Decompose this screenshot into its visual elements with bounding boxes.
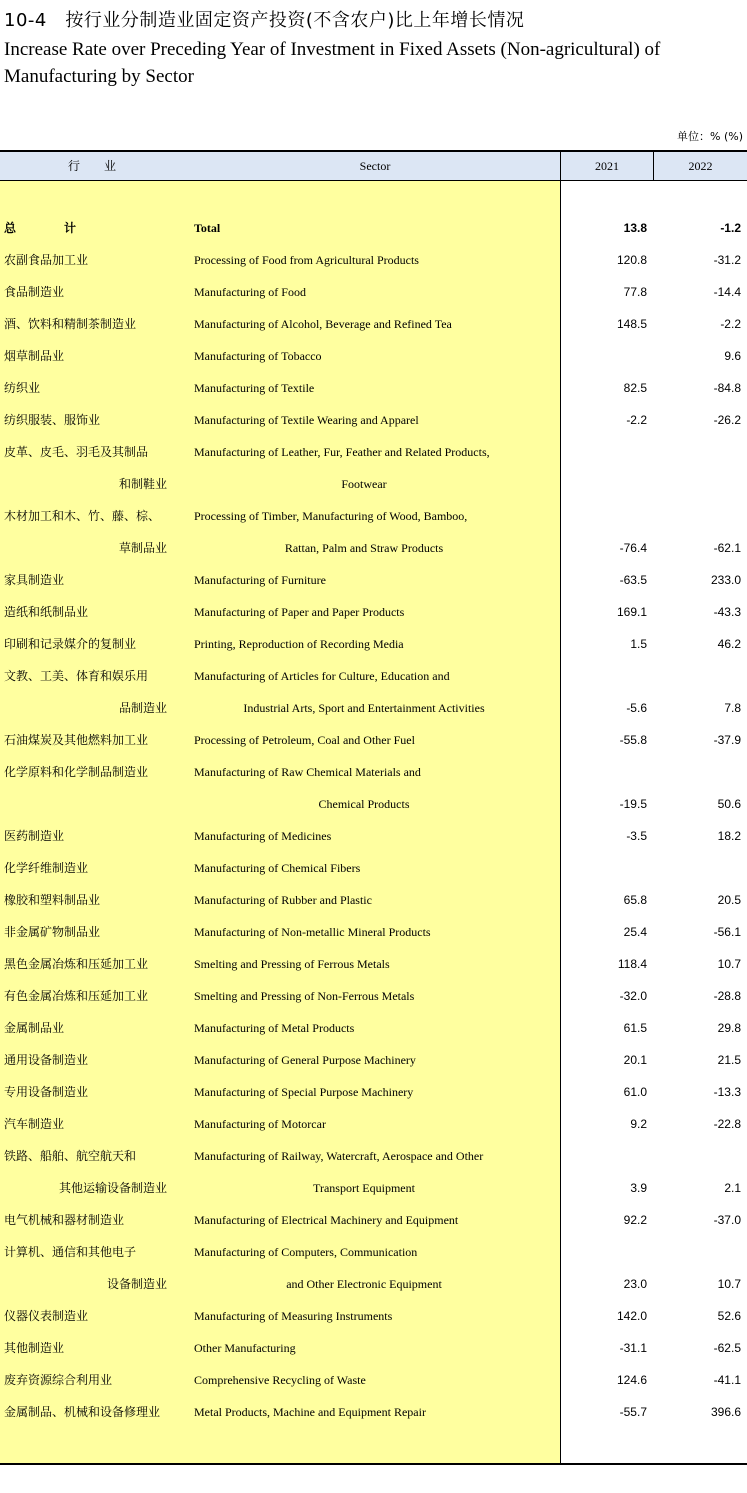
table-row: [0, 1300, 747, 1332]
table-body: [0, 212, 747, 1428]
sector-cn: 橡胶和塑料制品业: [4, 893, 101, 907]
table-row: [0, 1364, 747, 1396]
sector-cn: 金属制品、机械和设备修理业: [4, 1405, 161, 1419]
sector-cn: 计算机、通信和其他电子: [4, 1245, 137, 1259]
value-2021: 20.1: [623, 1053, 647, 1067]
sector-en: Manufacturing of Textile Wearing and Apparel: [194, 413, 419, 427]
sector-en-cont: Rattan, Palm and Straw Products: [284, 541, 444, 555]
table-row: [0, 1396, 747, 1428]
sector-en: Comprehensive Recycling of Waste: [194, 1373, 366, 1387]
value-2022: 9.6: [724, 349, 741, 363]
data-table: [0, 150, 747, 1465]
table-row: [0, 436, 747, 500]
header-sector-cn: 行 业: [67, 159, 122, 173]
value-2021: 92.2: [623, 1213, 647, 1227]
value-2022: 18.2: [717, 829, 741, 843]
value-2022: -41.1: [713, 1373, 741, 1387]
sector-en: Manufacturing of Raw Chemical Materials and: [194, 765, 421, 779]
value-2021: -55.7: [619, 1405, 647, 1419]
sector-en: Other Manufacturing: [194, 1341, 296, 1355]
value-2021: 118.4: [617, 957, 647, 971]
value-2022: -14.4: [713, 285, 741, 299]
table-row: [0, 244, 747, 276]
sector-cn: 农副食品加工业: [4, 253, 89, 267]
table-row: [0, 1140, 747, 1204]
sector-cn: 纺织服装、服饰业: [4, 413, 101, 427]
value-2021: 120.8: [616, 253, 647, 267]
sector-en-cont: Industrial Arts, Sport and Entertainment Activities: [243, 701, 485, 715]
value-2022: -13.3: [713, 1085, 741, 1099]
sector-en: Manufacturing of Motorcar: [194, 1117, 326, 1131]
value-2021: -3.5: [626, 829, 647, 843]
sector-en: Smelting and Pressing of Non-Ferrous Metals: [194, 989, 415, 1003]
table-row: [0, 660, 747, 724]
value-2022: -26.2: [713, 413, 741, 427]
value-2021: 23.0: [623, 1277, 647, 1291]
sector-cn: 化学原料和化学制品制造业: [4, 765, 149, 779]
value-2022: -31.2: [713, 253, 741, 267]
sector-en: Printing, Reproduction of Recording Media: [194, 637, 404, 651]
sector-cn: 印刷和记录媒介的复制业: [4, 637, 137, 651]
table-row: [0, 724, 747, 756]
sector-cn: 食品制造业: [4, 285, 65, 299]
sector-cn: 医药制造业: [4, 829, 65, 843]
value-2021: -19.5: [619, 797, 647, 811]
sector-cn: 皮革、皮毛、羽毛及其制品: [4, 445, 149, 459]
sector-cn: 总 计: [4, 221, 95, 235]
value-2021: 169.1: [616, 605, 647, 619]
value-2021: 9.2: [630, 1117, 647, 1131]
table-row: [0, 1012, 747, 1044]
value-2021: 65.8: [623, 893, 647, 907]
sector-cn-cont: 品制造业: [118, 701, 167, 715]
value-2022: 7.8: [724, 701, 741, 715]
sector-en: Processing of Timber, Manufacturing of Wood, Bamboo,: [194, 509, 468, 523]
sector-cn: 石油煤炭及其他燃料加工业: [4, 733, 149, 747]
value-2022: 50.6: [717, 797, 741, 811]
value-2022: -37.0: [713, 1213, 741, 1227]
value-2022: 21.5: [717, 1053, 741, 1067]
value-2022: -37.9: [713, 733, 741, 747]
value-2022: -2.2: [720, 317, 741, 331]
sector-cn: 木材加工和木、竹、藤、棕、: [4, 509, 161, 523]
sector-en: Manufacturing of Non-metallic Mineral Products: [194, 925, 431, 939]
sector-cn: 纺织业: [4, 381, 41, 395]
table-row: [0, 276, 747, 308]
sector-cn: 电气机械和器材制造业: [4, 1213, 125, 1227]
table-row: [0, 1204, 747, 1236]
sector-en: Processing of Food from Agricultural Products: [194, 253, 419, 267]
sector-en: Manufacturing of Medicines: [194, 829, 332, 843]
value-2021: 3.9: [630, 1181, 647, 1195]
sector-cn: 仪器仪表制造业: [4, 1309, 89, 1323]
sector-en: Metal Products, Machine and Equipment Repair: [194, 1405, 426, 1419]
table-row: [0, 564, 747, 596]
value-2022: -43.3: [713, 605, 741, 619]
value-2022: -56.1: [713, 925, 741, 939]
table-row-total: [0, 212, 747, 244]
value-2022: 20.5: [717, 893, 741, 907]
sector-en: Manufacturing of Tobacco: [194, 349, 322, 363]
sector-cn: 黑色金属冶炼和压延加工业: [4, 957, 149, 971]
value-2021: -32.0: [619, 989, 647, 1003]
value-2022: 2.1: [724, 1181, 741, 1195]
sector-cn: 汽车制造业: [4, 1117, 65, 1131]
value-2022: 46.2: [717, 637, 741, 651]
value-2022: 396.6: [710, 1405, 741, 1419]
sector-cn: 家具制造业: [4, 573, 65, 587]
value-2021: 13.8: [623, 221, 647, 235]
sector-cn: 专用设备制造业: [4, 1085, 89, 1099]
sector-en: Manufacturing of Food: [194, 285, 306, 299]
sector-cn-cont: 草制品业: [118, 541, 167, 555]
table-row: [0, 820, 747, 852]
sector-cn: 造纸和纸制品业: [4, 605, 89, 619]
sector-cn: 文教、工美、体育和娱乐用: [4, 669, 149, 683]
value-2022: 233.0: [710, 573, 741, 587]
sector-en: Processing of Petroleum, Coal and Other Fuel: [194, 733, 415, 747]
sector-cn: 铁路、船舶、航空航天和: [4, 1149, 137, 1163]
value-2021: 77.8: [623, 285, 647, 299]
sector-en: Manufacturing of Paper and Paper Products: [194, 605, 405, 619]
sector-en: Manufacturing of Special Purpose Machinery: [194, 1085, 414, 1099]
sector-cn: 烟草制品业: [4, 349, 65, 363]
table-row: [0, 500, 747, 564]
value-2022: 10.7: [717, 1277, 741, 1291]
sector-cn: 其他制造业: [4, 1341, 65, 1355]
sector-en: Manufacturing of Measuring Instruments: [194, 1309, 393, 1323]
sector-en-cont: Footwear: [341, 477, 387, 491]
value-2021: -5.6: [626, 701, 647, 715]
table-title-en: Increase Rate over Preceding Year of Investment in Fixed Assets (Non-agricultural) of Manufacturing by Sector: [4, 39, 661, 87]
header-2022: 2022: [688, 159, 713, 173]
value-2021: 142.0: [616, 1309, 647, 1323]
sector-cn-cont: 设备制造业: [106, 1277, 167, 1291]
table-row: [0, 916, 747, 948]
sector-en: Manufacturing of Alcohol, Beverage and Refined Tea: [194, 317, 452, 331]
sector-en-cont: Transport Equipment: [313, 1181, 415, 1195]
table-row: [0, 756, 747, 820]
value-2022: -28.8: [713, 989, 741, 1003]
table-row: [0, 948, 747, 980]
sector-cn: 通用设备制造业: [4, 1053, 89, 1067]
table-row: [0, 404, 747, 436]
sector-en: Manufacturing of Leather, Fur, Feather and Related Products,: [194, 445, 490, 459]
table-row: [0, 1108, 747, 1140]
sector-en: Total: [194, 221, 221, 235]
unit-label: 单位：% (%): [677, 130, 743, 143]
sector-en-cont: Chemical Products: [318, 797, 410, 811]
table-row: [0, 1044, 747, 1076]
table-row: [0, 596, 747, 628]
sector-en: Manufacturing of Electrical Machinery and Equipment: [194, 1213, 459, 1227]
table-row: [0, 1332, 747, 1364]
value-2022: 52.6: [717, 1309, 741, 1323]
sector-cn: 废弃资源综合利用业: [4, 1373, 113, 1387]
value-2022: -1.2: [720, 221, 741, 235]
sector-en: Manufacturing of Furniture: [194, 573, 326, 587]
table-row: [0, 628, 747, 660]
table-title-cn: 10-4 按行业分制造业固定资产投资(不含农户)比上年增长情况: [4, 10, 525, 31]
table-row: [0, 1236, 747, 1300]
sector-cn: 非金属矿物制品业: [4, 925, 101, 939]
value-2021: -2.2: [626, 413, 647, 427]
value-2022: -62.1: [713, 541, 741, 555]
table-row: [0, 1076, 747, 1108]
sector-en: Manufacturing of General Purpose Machinery: [194, 1053, 416, 1067]
table-row: [0, 852, 747, 884]
divider-2022: [653, 152, 654, 180]
sector-en: Manufacturing of Textile: [194, 381, 315, 395]
sector-en: Manufacturing of Rubber and Plastic: [194, 893, 372, 907]
sector-cn-cont: 和制鞋业: [118, 477, 167, 491]
sector-en: Manufacturing of Chemical Fibers: [194, 861, 361, 875]
value-2021: 82.5: [623, 381, 647, 395]
sector-cn: 有色金属冶炼和压延加工业: [4, 989, 149, 1003]
sector-cn: 酒、饮料和精制茶制造业: [4, 317, 137, 331]
value-2022: -84.8: [713, 381, 741, 395]
sector-en: Manufacturing of Articles for Culture, Education and: [194, 669, 450, 683]
header-2021: 2021: [595, 159, 619, 173]
value-2021: 124.6: [616, 1373, 647, 1387]
sector-cn: 金属制品业: [4, 1021, 65, 1035]
table-row: [0, 980, 747, 1012]
value-2021: 61.0: [623, 1085, 647, 1099]
table-row: [0, 884, 747, 916]
table-row: [0, 340, 747, 372]
value-2021: 1.5: [630, 637, 647, 651]
value-2021: 61.5: [623, 1021, 647, 1035]
sector-cn-cont: 其他运输设备制造业: [58, 1181, 167, 1195]
table-header: [0, 152, 747, 181]
value-2022: -22.8: [713, 1117, 741, 1131]
value-2022: 29.8: [717, 1021, 741, 1035]
header-sector-en: Sector: [359, 159, 391, 173]
value-2021: -31.1: [619, 1341, 647, 1355]
sector-cn: 化学纤维制造业: [4, 861, 89, 875]
value-2022: -62.5: [713, 1341, 741, 1355]
value-2021: 25.4: [623, 925, 647, 939]
value-2021: -76.4: [619, 541, 647, 555]
sector-en: Manufacturing of Computers, Communication: [194, 1245, 418, 1259]
value-2021: 148.5: [616, 317, 647, 331]
table-row: [0, 308, 747, 340]
sector-en: Manufacturing of Railway, Watercraft, Aerospace and Other: [194, 1149, 484, 1163]
sector-en: Smelting and Pressing of Ferrous Metals: [194, 957, 390, 971]
value-2021: -63.5: [619, 573, 647, 587]
sector-en: Manufacturing of Metal Products: [194, 1021, 355, 1035]
table-row: [0, 372, 747, 404]
value-2022: 10.7: [717, 957, 741, 971]
sector-en-cont: and Other Electronic Equipment: [286, 1277, 442, 1291]
value-2021: -55.8: [619, 733, 647, 747]
